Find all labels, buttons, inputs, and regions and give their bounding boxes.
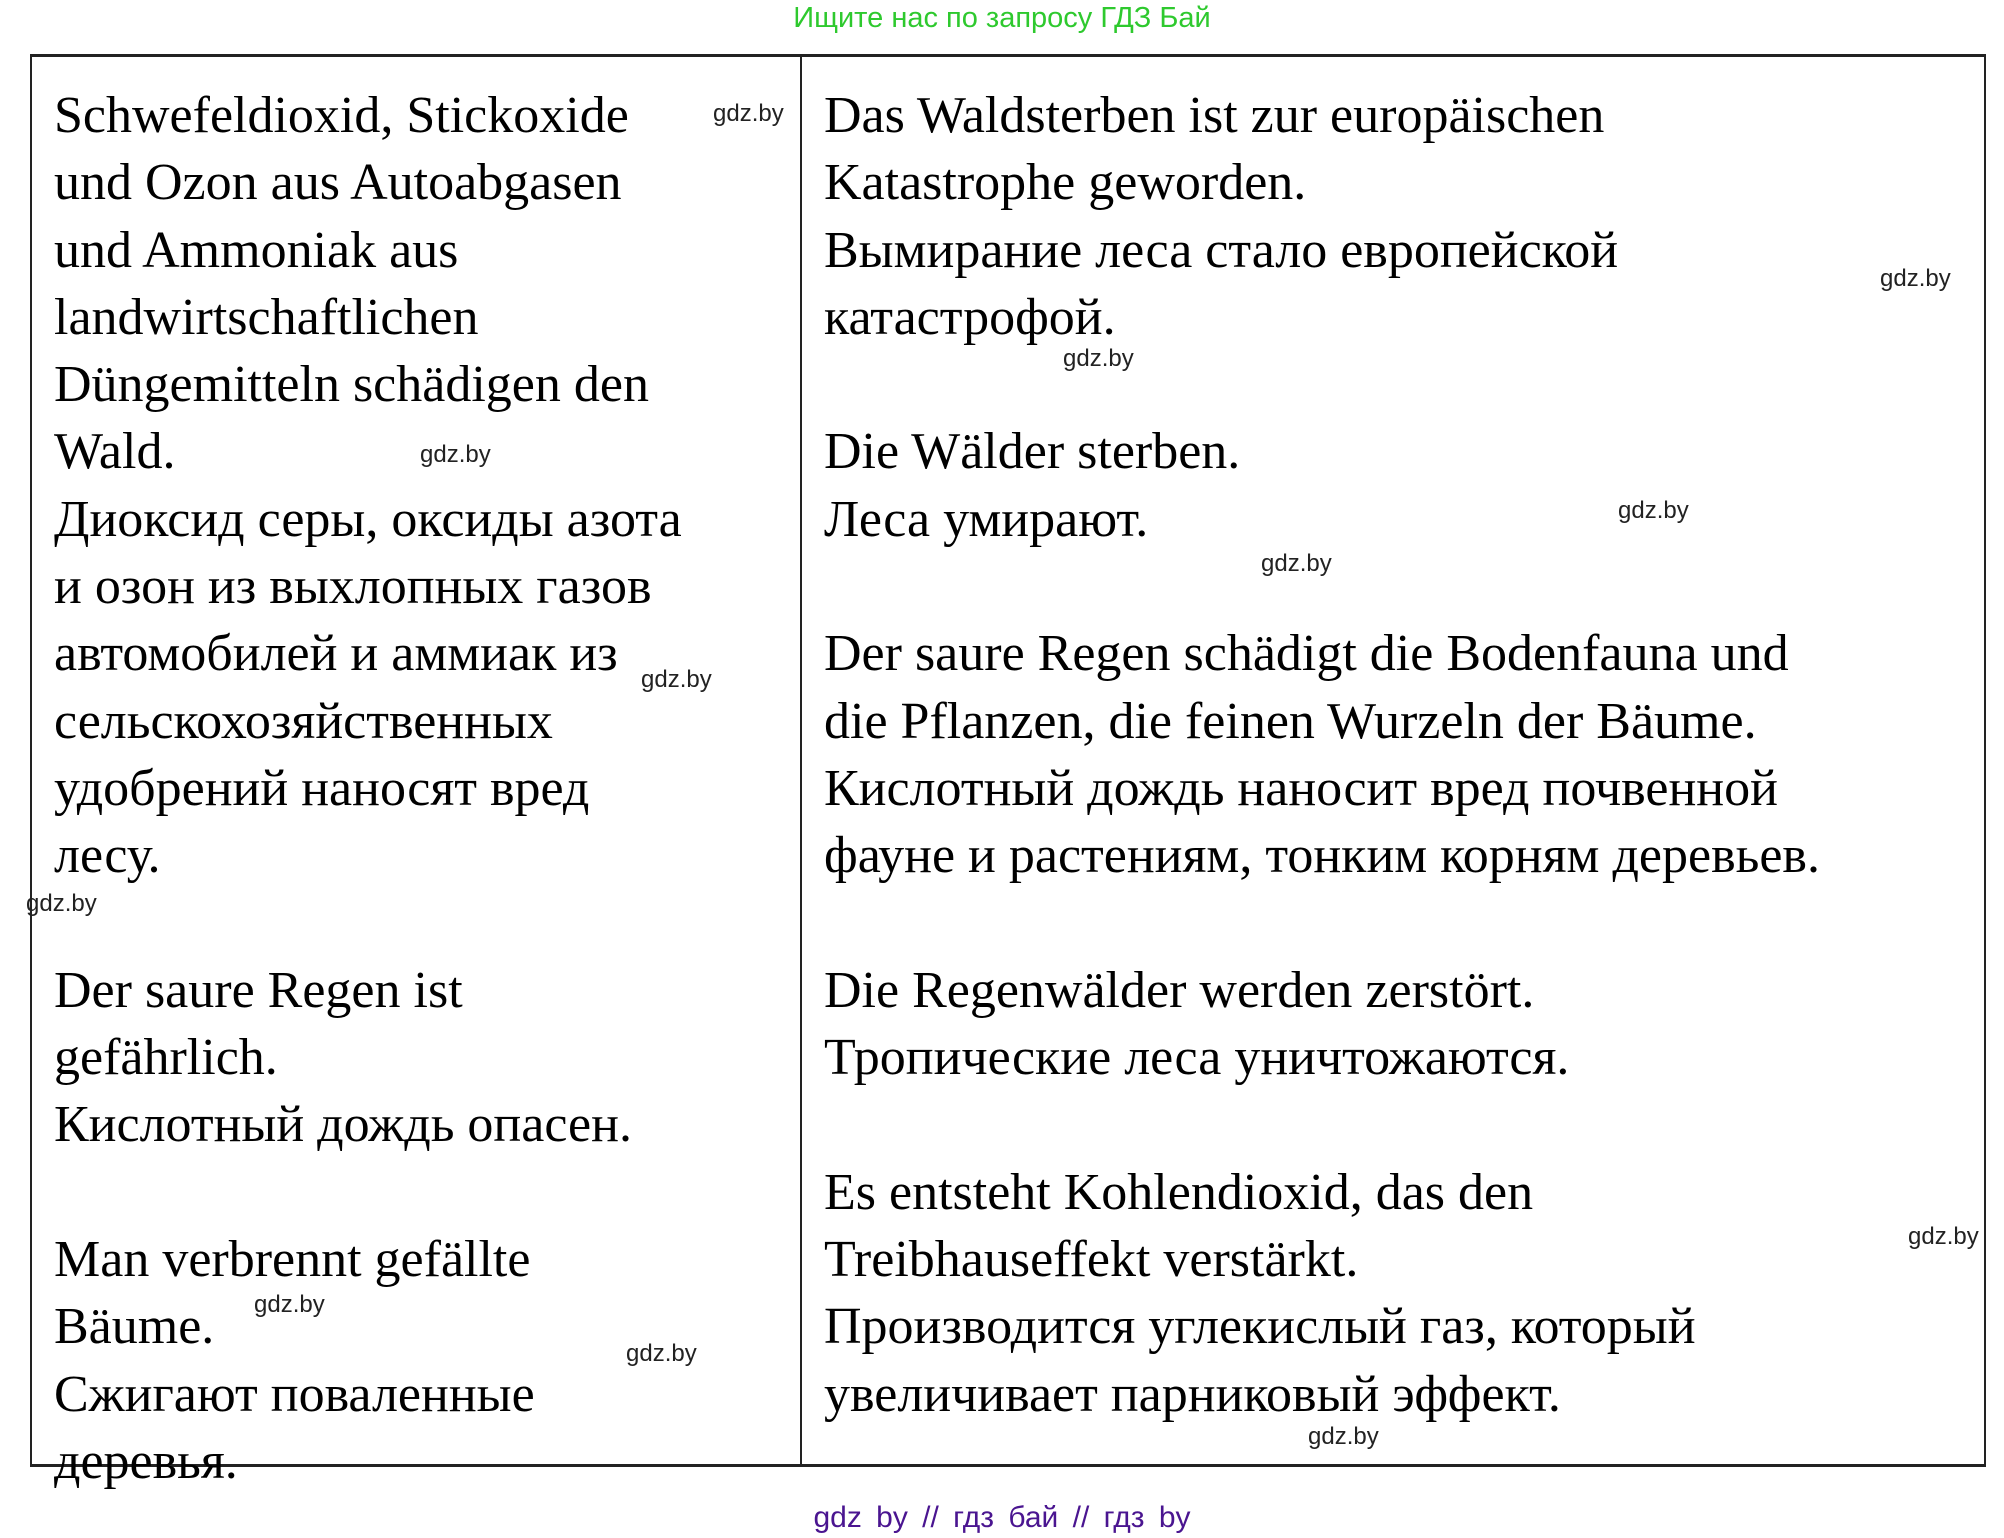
search-hint-header: Ищите нас по запросу ГДЗ Бай (793, 2, 1211, 34)
text-block (824, 418, 1974, 553)
text-line: Вымирание леса стало европейской (824, 221, 1619, 279)
text-block (54, 957, 794, 1159)
text-line: Düngemitteln schädigen den (54, 356, 649, 414)
watermark: gdz.by (1063, 345, 1134, 372)
spacer (824, 1091, 1974, 1158)
text-block (824, 82, 1974, 351)
left-column (54, 82, 794, 1495)
watermark: gdz.by (713, 100, 784, 127)
site-footer-links: gdz by // гдз бай // гдз by (813, 1501, 1191, 1534)
text-block (824, 620, 1974, 889)
spacer (824, 550, 1974, 620)
watermark: gdz.by (254, 1291, 325, 1318)
text-line: сельскохозяйственных (54, 692, 553, 750)
text-line: Wald. (54, 423, 176, 481)
watermark: gdz.by (1308, 1423, 1379, 1450)
watermark: gdz.by (641, 666, 712, 693)
text-line: Der saure Regen schädigt die Bodenfauna und (824, 625, 1789, 683)
text-line: Производится углекислый газ, который (824, 1298, 1696, 1356)
text-line: катастрофой. (824, 288, 1116, 346)
spacer (824, 890, 1974, 957)
watermark: gdz.by (1908, 1223, 1979, 1250)
text-line: die Pflanzen, die feinen Wurzeln der Bäume. (824, 692, 1757, 750)
text-line: Bäume. (54, 1298, 215, 1356)
text-line: Schwefeldioxid, Stickoxide (54, 87, 629, 144)
watermark: gdz.by (1261, 550, 1332, 577)
text-line: фауне и растениям, тонким корням деревьев. (824, 827, 1820, 885)
text-line: и озон из выхлопных газов (54, 558, 652, 616)
text-line: Тропические леса уничтожаются. (824, 1029, 1570, 1087)
text-line: Treibhauseffekt verstärkt. (824, 1231, 1359, 1289)
watermark: gdz.by (1618, 497, 1689, 524)
watermark: gdz.by (1880, 265, 1951, 292)
text-line: деревья. (54, 1432, 238, 1490)
text-line: gefährlich. (54, 1029, 278, 1087)
text-line: Der saure Regen ist (54, 961, 463, 1019)
text-line: Es entsteht Kohlendioxid, das den (824, 1163, 1534, 1221)
text-block (824, 957, 1974, 1092)
watermark: gdz.by (26, 890, 97, 917)
text-line: автомобилей и аммиак из (54, 625, 618, 683)
spacer (824, 351, 1974, 418)
text-line: landwirtschaftlichen (54, 288, 479, 346)
text-line: Die Wälder sterben. (824, 423, 1241, 481)
text-line: Кислотный дождь опасен. (54, 1096, 632, 1154)
text-line: und Ammoniak aus (54, 221, 459, 279)
text-line: Katastrophe geworden. (824, 154, 1307, 212)
watermark: gdz.by (420, 441, 491, 468)
spacer (54, 890, 794, 957)
text-line: лесу. (54, 827, 161, 885)
text-block (824, 1159, 1974, 1428)
text-line: Кислотный дождь наносит вред почвенной (824, 759, 1778, 817)
spacer (54, 1159, 794, 1226)
right-column (824, 82, 1974, 1428)
text-line: Леса умирают. (824, 490, 1149, 548)
text-line: Диоксид серы, оксиды азота (54, 490, 682, 548)
text-line: Das Waldsterben ist zur europäischen (824, 87, 1605, 144)
text-line: удобрений наносят вред (54, 759, 590, 817)
text-line: Die Regenwälder werden zerstört. (824, 961, 1535, 1019)
column-divider (800, 57, 802, 1464)
text-line: увеличивает парниковый эффект. (824, 1365, 1561, 1423)
text-line: und Ozon aus Autoabgasen (54, 154, 622, 212)
translation-table (30, 54, 1986, 1490)
watermark: gdz.by (626, 1340, 697, 1367)
text-line: Сжигают поваленные (54, 1365, 535, 1423)
text-line: Man verbrennt gefällte (54, 1231, 531, 1289)
text-block (54, 82, 794, 486)
